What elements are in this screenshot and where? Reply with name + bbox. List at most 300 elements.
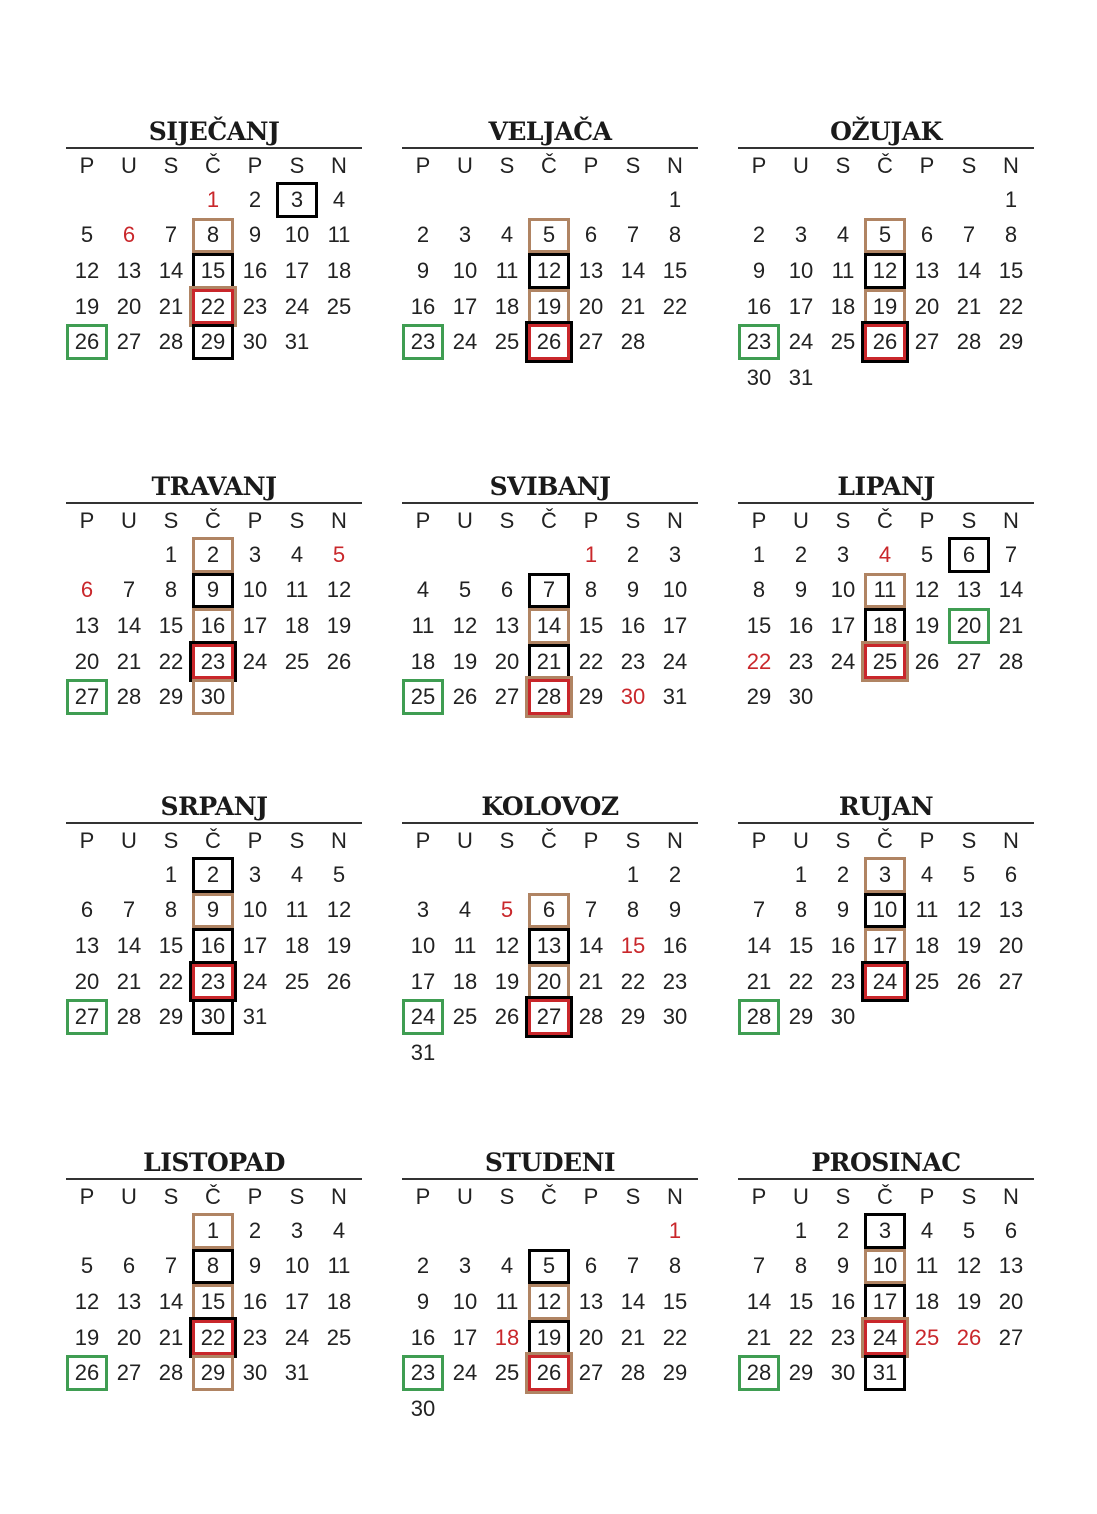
day-cell[interactable]: 4 <box>878 541 892 567</box>
day-cell[interactable]: 25 <box>494 329 520 355</box>
day-cell[interactable]: 3 <box>864 1213 906 1249</box>
day-cell[interactable]: 20 <box>528 964 570 1000</box>
day-cell[interactable]: 2 <box>668 861 682 887</box>
day-cell[interactable]: 30 <box>192 999 234 1035</box>
day-cell[interactable]: 10 <box>242 577 268 603</box>
day-cell[interactable]: 27 <box>528 999 570 1035</box>
day-cell[interactable]: 3 <box>276 182 318 218</box>
day-cell[interactable]: 18 <box>494 293 520 319</box>
day-cell[interactable]: 13 <box>998 897 1024 923</box>
day-cell[interactable]: 22 <box>158 968 184 994</box>
day-cell[interactable]: 30 <box>830 1360 856 1386</box>
day-cell[interactable]: 6 <box>122 1253 136 1279</box>
day-cell[interactable]: 25 <box>284 648 310 674</box>
day-cell[interactable]: 21 <box>158 1324 184 1350</box>
day-cell[interactable]: 18 <box>494 1324 520 1350</box>
day-cell[interactable]: 16 <box>410 1324 436 1350</box>
day-cell[interactable]: 9 <box>668 897 682 923</box>
day-cell[interactable]: 6 <box>122 222 136 248</box>
day-cell[interactable]: 12 <box>528 1284 570 1320</box>
day-cell[interactable]: 2 <box>836 1217 850 1243</box>
day-cell[interactable]: 1 <box>192 1213 234 1249</box>
day-cell[interactable]: 20 <box>74 648 100 674</box>
day-cell[interactable]: 8 <box>794 1253 808 1279</box>
day-cell[interactable]: 5 <box>962 1217 976 1243</box>
day-cell[interactable]: 14 <box>746 1288 772 1314</box>
day-cell[interactable]: 22 <box>192 289 234 325</box>
day-cell[interactable]: 12 <box>914 577 940 603</box>
day-cell[interactable]: 9 <box>416 257 430 283</box>
day-cell[interactable]: 16 <box>192 608 234 644</box>
day-cell[interactable]: 28 <box>116 684 142 710</box>
day-cell[interactable]: 28 <box>528 679 570 715</box>
day-cell[interactable]: 7 <box>122 577 136 603</box>
day-cell[interactable]: 4 <box>920 861 934 887</box>
day-cell[interactable]: 4 <box>332 186 346 212</box>
day-cell[interactable]: 13 <box>494 612 520 638</box>
day-cell[interactable]: 26 <box>494 1004 520 1030</box>
day-cell[interactable]: 15 <box>998 257 1024 283</box>
day-cell[interactable]: 3 <box>290 1217 304 1243</box>
day-cell[interactable]: 24 <box>864 1320 906 1356</box>
day-cell[interactable]: 27 <box>956 648 982 674</box>
day-cell[interactable]: 27 <box>998 1324 1024 1350</box>
day-cell[interactable]: 9 <box>836 1253 850 1279</box>
day-cell[interactable]: 2 <box>248 186 262 212</box>
day-cell[interactable]: 4 <box>500 222 514 248</box>
day-cell[interactable]: 20 <box>74 968 100 994</box>
day-cell[interactable]: 6 <box>80 897 94 923</box>
day-cell[interactable]: 7 <box>752 1253 766 1279</box>
day-cell[interactable]: 24 <box>662 648 688 674</box>
day-cell[interactable]: 5 <box>332 541 346 567</box>
day-cell[interactable]: 3 <box>458 222 472 248</box>
day-cell[interactable]: 6 <box>1004 861 1018 887</box>
day-cell[interactable]: 6 <box>80 577 94 603</box>
day-cell[interactable]: 15 <box>158 932 184 958</box>
day-cell[interactable]: 24 <box>242 648 268 674</box>
day-cell[interactable]: 10 <box>864 893 906 929</box>
day-cell[interactable]: 13 <box>74 932 100 958</box>
day-cell[interactable]: 9 <box>416 1288 430 1314</box>
day-cell[interactable]: 2 <box>836 861 850 887</box>
day-cell[interactable]: 21 <box>158 293 184 319</box>
day-cell[interactable]: 8 <box>584 577 598 603</box>
day-cell[interactable]: 10 <box>788 257 814 283</box>
day-cell[interactable]: 1 <box>206 186 220 212</box>
day-cell[interactable]: 18 <box>830 293 856 319</box>
day-cell[interactable]: 19 <box>956 932 982 958</box>
day-cell[interactable]: 27 <box>116 329 142 355</box>
day-cell[interactable]: 3 <box>458 1253 472 1279</box>
day-cell[interactable]: 28 <box>158 329 184 355</box>
day-cell[interactable]: 7 <box>962 222 976 248</box>
day-cell[interactable]: 1 <box>164 541 178 567</box>
day-cell[interactable]: 5 <box>500 897 514 923</box>
day-cell[interactable]: 30 <box>242 329 268 355</box>
day-cell[interactable]: 12 <box>74 1288 100 1314</box>
day-cell[interactable]: 16 <box>192 928 234 964</box>
day-cell[interactable]: 14 <box>116 612 142 638</box>
day-cell[interactable]: 20 <box>578 293 604 319</box>
day-cell[interactable]: 19 <box>74 293 100 319</box>
day-cell[interactable]: 19 <box>74 1324 100 1350</box>
day-cell[interactable]: 29 <box>662 1360 688 1386</box>
day-cell[interactable]: 30 <box>410 1395 436 1421</box>
day-cell[interactable]: 29 <box>158 684 184 710</box>
day-cell[interactable]: 26 <box>528 324 570 360</box>
day-cell[interactable]: 26 <box>66 1355 108 1391</box>
day-cell[interactable]: 22 <box>158 648 184 674</box>
day-cell[interactable]: 7 <box>1004 541 1018 567</box>
day-cell[interactable]: 26 <box>956 968 982 994</box>
day-cell[interactable]: 17 <box>864 1284 906 1320</box>
day-cell[interactable]: 19 <box>494 968 520 994</box>
day-cell[interactable]: 18 <box>914 1288 940 1314</box>
day-cell[interactable]: 4 <box>290 541 304 567</box>
day-cell[interactable]: 3 <box>668 541 682 567</box>
day-cell[interactable]: 7 <box>584 897 598 923</box>
day-cell[interactable]: 26 <box>452 684 478 710</box>
day-cell[interactable]: 26 <box>326 648 352 674</box>
day-cell[interactable]: 8 <box>192 1249 234 1285</box>
day-cell[interactable]: 8 <box>626 897 640 923</box>
day-cell[interactable]: 11 <box>915 897 939 923</box>
day-cell[interactable]: 27 <box>578 329 604 355</box>
day-cell[interactable]: 2 <box>752 222 766 248</box>
day-cell[interactable]: 10 <box>662 577 688 603</box>
day-cell[interactable]: 25 <box>402 679 444 715</box>
day-cell[interactable]: 30 <box>242 1360 268 1386</box>
day-cell[interactable]: 29 <box>192 1355 234 1391</box>
day-cell[interactable]: 19 <box>326 612 352 638</box>
day-cell[interactable]: 16 <box>662 932 688 958</box>
day-cell[interactable]: 20 <box>578 1324 604 1350</box>
day-cell[interactable]: 24 <box>284 293 310 319</box>
day-cell[interactable]: 21 <box>116 968 142 994</box>
day-cell[interactable]: 17 <box>788 293 814 319</box>
day-cell[interactable]: 20 <box>998 932 1024 958</box>
day-cell[interactable]: 17 <box>452 1324 478 1350</box>
day-cell[interactable]: 18 <box>326 1288 352 1314</box>
day-cell[interactable]: 22 <box>578 648 604 674</box>
day-cell[interactable]: 19 <box>528 289 570 325</box>
day-cell[interactable]: 31 <box>284 1360 310 1386</box>
day-cell[interactable]: 28 <box>998 648 1024 674</box>
day-cell[interactable]: 20 <box>998 1288 1024 1314</box>
day-cell[interactable]: 12 <box>326 577 352 603</box>
day-cell[interactable]: 3 <box>864 857 906 893</box>
day-cell[interactable]: 25 <box>326 1324 352 1350</box>
day-cell[interactable]: 26 <box>66 324 108 360</box>
day-cell[interactable]: 5 <box>332 861 346 887</box>
day-cell[interactable]: 26 <box>528 1355 570 1391</box>
day-cell[interactable]: 21 <box>620 293 646 319</box>
day-cell[interactable]: 21 <box>116 648 142 674</box>
day-cell[interactable]: 16 <box>242 257 268 283</box>
day-cell[interactable]: 11 <box>831 257 855 283</box>
day-cell[interactable]: 17 <box>864 928 906 964</box>
day-cell[interactable]: 5 <box>528 1249 570 1285</box>
day-cell[interactable]: 11 <box>285 897 309 923</box>
day-cell[interactable]: 25 <box>830 329 856 355</box>
day-cell[interactable]: 10 <box>410 932 436 958</box>
day-cell[interactable]: 27 <box>66 679 108 715</box>
day-cell[interactable]: 21 <box>746 1324 772 1350</box>
day-cell[interactable]: 29 <box>620 1004 646 1030</box>
day-cell[interactable]: 23 <box>192 644 234 680</box>
day-cell[interactable]: 23 <box>402 1355 444 1391</box>
day-cell[interactable]: 1 <box>1004 186 1018 212</box>
day-cell[interactable]: 10 <box>830 577 856 603</box>
day-cell[interactable]: 22 <box>662 293 688 319</box>
day-cell[interactable]: 19 <box>914 612 940 638</box>
day-cell[interactable]: 26 <box>956 1324 982 1350</box>
day-cell[interactable]: 15 <box>662 1288 688 1314</box>
day-cell[interactable]: 29 <box>746 684 772 710</box>
day-cell[interactable]: 1 <box>164 861 178 887</box>
day-cell[interactable]: 19 <box>956 1288 982 1314</box>
day-cell[interactable]: 15 <box>788 932 814 958</box>
day-cell[interactable]: 8 <box>164 577 178 603</box>
day-cell[interactable]: 1 <box>752 541 766 567</box>
day-cell[interactable]: 1 <box>668 1217 682 1243</box>
day-cell[interactable]: 24 <box>284 1324 310 1350</box>
day-cell[interactable]: 2 <box>416 1253 430 1279</box>
day-cell[interactable]: 8 <box>192 218 234 254</box>
day-cell[interactable]: 25 <box>494 1360 520 1386</box>
day-cell[interactable]: 5 <box>458 577 472 603</box>
day-cell[interactable]: 16 <box>410 293 436 319</box>
day-cell[interactable]: 7 <box>122 897 136 923</box>
day-cell[interactable]: 8 <box>752 577 766 603</box>
day-cell[interactable]: 28 <box>116 1004 142 1030</box>
day-cell[interactable]: 6 <box>528 893 570 929</box>
day-cell[interactable]: 11 <box>495 1288 519 1314</box>
day-cell[interactable]: 21 <box>956 293 982 319</box>
day-cell[interactable]: 6 <box>584 1253 598 1279</box>
day-cell[interactable]: 13 <box>528 928 570 964</box>
day-cell[interactable]: 13 <box>998 1253 1024 1279</box>
day-cell[interactable]: 2 <box>248 1217 262 1243</box>
day-cell[interactable]: 17 <box>242 612 268 638</box>
day-cell[interactable]: 14 <box>116 932 142 958</box>
day-cell[interactable]: 23 <box>830 1324 856 1350</box>
day-cell[interactable]: 16 <box>242 1288 268 1314</box>
day-cell[interactable]: 24 <box>830 648 856 674</box>
day-cell[interactable]: 6 <box>584 222 598 248</box>
day-cell[interactable]: 4 <box>836 222 850 248</box>
day-cell[interactable]: 10 <box>242 897 268 923</box>
day-cell[interactable]: 29 <box>578 684 604 710</box>
day-cell[interactable]: 21 <box>998 612 1024 638</box>
day-cell[interactable]: 15 <box>192 1284 234 1320</box>
day-cell[interactable]: 3 <box>794 222 808 248</box>
day-cell[interactable]: 19 <box>864 289 906 325</box>
day-cell[interactable]: 2 <box>416 222 430 248</box>
day-cell[interactable]: 30 <box>192 679 234 715</box>
day-cell[interactable]: 19 <box>452 648 478 674</box>
day-cell[interactable]: 15 <box>746 612 772 638</box>
day-cell[interactable]: 14 <box>620 257 646 283</box>
day-cell[interactable]: 20 <box>948 608 990 644</box>
day-cell[interactable]: 16 <box>746 293 772 319</box>
day-cell[interactable]: 31 <box>788 364 814 390</box>
day-cell[interactable]: 15 <box>620 932 646 958</box>
day-cell[interactable]: 11 <box>495 257 519 283</box>
day-cell[interactable]: 31 <box>410 1039 436 1065</box>
day-cell[interactable]: 27 <box>998 968 1024 994</box>
day-cell[interactable]: 5 <box>962 861 976 887</box>
day-cell[interactable]: 9 <box>248 222 262 248</box>
day-cell[interactable]: 3 <box>416 897 430 923</box>
day-cell[interactable]: 31 <box>242 1004 268 1030</box>
day-cell[interactable]: 25 <box>326 293 352 319</box>
day-cell[interactable]: 21 <box>528 644 570 680</box>
day-cell[interactable]: 5 <box>80 1253 94 1279</box>
day-cell[interactable]: 24 <box>402 999 444 1035</box>
day-cell[interactable]: 5 <box>864 218 906 254</box>
day-cell[interactable]: 17 <box>452 293 478 319</box>
day-cell[interactable]: 16 <box>830 932 856 958</box>
day-cell[interactable]: 23 <box>788 648 814 674</box>
day-cell[interactable]: 5 <box>920 541 934 567</box>
day-cell[interactable]: 11 <box>864 573 906 609</box>
day-cell[interactable]: 25 <box>452 1004 478 1030</box>
day-cell[interactable]: 24 <box>864 964 906 1000</box>
day-cell[interactable]: 20 <box>494 648 520 674</box>
day-cell[interactable]: 24 <box>452 329 478 355</box>
day-cell[interactable]: 21 <box>746 968 772 994</box>
day-cell[interactable]: 28 <box>620 1360 646 1386</box>
day-cell[interactable]: 27 <box>66 999 108 1035</box>
day-cell[interactable]: 23 <box>192 964 234 1000</box>
day-cell[interactable]: 8 <box>668 1253 682 1279</box>
day-cell[interactable]: 1 <box>794 861 808 887</box>
day-cell[interactable]: 28 <box>738 999 780 1035</box>
day-cell[interactable]: 31 <box>284 329 310 355</box>
day-cell[interactable]: 13 <box>74 612 100 638</box>
day-cell[interactable]: 17 <box>830 612 856 638</box>
day-cell[interactable]: 8 <box>668 222 682 248</box>
day-cell[interactable]: 12 <box>326 897 352 923</box>
day-cell[interactable]: 14 <box>620 1288 646 1314</box>
day-cell[interactable]: 23 <box>662 968 688 994</box>
day-cell[interactable]: 9 <box>794 577 808 603</box>
day-cell[interactable]: 24 <box>788 329 814 355</box>
day-cell[interactable]: 28 <box>738 1355 780 1391</box>
day-cell[interactable]: 29 <box>788 1360 814 1386</box>
day-cell[interactable]: 1 <box>794 1217 808 1243</box>
day-cell[interactable]: 1 <box>668 186 682 212</box>
day-cell[interactable]: 9 <box>836 897 850 923</box>
day-cell[interactable]: 7 <box>528 573 570 609</box>
day-cell[interactable]: 17 <box>242 932 268 958</box>
day-cell[interactable]: 22 <box>192 1320 234 1356</box>
day-cell[interactable]: 27 <box>494 684 520 710</box>
day-cell[interactable]: 2 <box>794 541 808 567</box>
day-cell[interactable]: 24 <box>452 1360 478 1386</box>
day-cell[interactable]: 8 <box>1004 222 1018 248</box>
day-cell[interactable]: 18 <box>914 932 940 958</box>
day-cell[interactable]: 31 <box>864 1355 906 1391</box>
day-cell[interactable]: 12 <box>74 257 100 283</box>
day-cell[interactable]: 16 <box>830 1288 856 1314</box>
day-cell[interactable]: 3 <box>836 541 850 567</box>
day-cell[interactable]: 12 <box>864 253 906 289</box>
day-cell[interactable]: 8 <box>164 897 178 923</box>
day-cell[interactable]: 1 <box>584 541 598 567</box>
day-cell[interactable]: 13 <box>578 257 604 283</box>
day-cell[interactable]: 22 <box>788 968 814 994</box>
day-cell[interactable]: 24 <box>242 968 268 994</box>
day-cell[interactable]: 16 <box>788 612 814 638</box>
day-cell[interactable]: 10 <box>452 257 478 283</box>
day-cell[interactable]: 6 <box>1004 1217 1018 1243</box>
day-cell[interactable]: 30 <box>830 1004 856 1030</box>
day-cell[interactable]: 17 <box>410 968 436 994</box>
day-cell[interactable]: 13 <box>914 257 940 283</box>
day-cell[interactable]: 18 <box>284 932 310 958</box>
day-cell[interactable]: 15 <box>788 1288 814 1314</box>
day-cell[interactable]: 17 <box>284 1288 310 1314</box>
day-cell[interactable]: 12 <box>956 897 982 923</box>
day-cell[interactable]: 21 <box>620 1324 646 1350</box>
day-cell[interactable]: 31 <box>662 684 688 710</box>
day-cell[interactable]: 7 <box>164 222 178 248</box>
day-cell[interactable]: 9 <box>192 573 234 609</box>
day-cell[interactable]: 13 <box>956 577 982 603</box>
day-cell[interactable]: 6 <box>500 577 514 603</box>
day-cell[interactable]: 29 <box>998 329 1024 355</box>
day-cell[interactable]: 15 <box>578 612 604 638</box>
day-cell[interactable]: 25 <box>914 1324 940 1350</box>
day-cell[interactable]: 14 <box>956 257 982 283</box>
day-cell[interactable]: 13 <box>578 1288 604 1314</box>
day-cell[interactable]: 20 <box>914 293 940 319</box>
day-cell[interactable]: 7 <box>164 1253 178 1279</box>
day-cell[interactable]: 4 <box>290 861 304 887</box>
day-cell[interactable]: 2 <box>192 537 234 573</box>
day-cell[interactable]: 17 <box>284 257 310 283</box>
day-cell[interactable]: 11 <box>453 932 477 958</box>
day-cell[interactable]: 27 <box>116 1360 142 1386</box>
day-cell[interactable]: 17 <box>662 612 688 638</box>
day-cell[interactable]: 4 <box>458 897 472 923</box>
day-cell[interactable]: 29 <box>158 1004 184 1030</box>
day-cell[interactable]: 15 <box>192 253 234 289</box>
day-cell[interactable]: 23 <box>242 1324 268 1350</box>
day-cell[interactable]: 23 <box>738 324 780 360</box>
day-cell[interactable]: 5 <box>528 218 570 254</box>
day-cell[interactable]: 14 <box>528 608 570 644</box>
day-cell[interactable]: 7 <box>752 897 766 923</box>
day-cell[interactable]: 9 <box>248 1253 262 1279</box>
day-cell[interactable]: 15 <box>662 257 688 283</box>
day-cell[interactable]: 14 <box>998 577 1024 603</box>
day-cell[interactable]: 13 <box>116 257 142 283</box>
day-cell[interactable]: 11 <box>327 222 351 248</box>
day-cell[interactable]: 5 <box>80 222 94 248</box>
day-cell[interactable]: 2 <box>192 857 234 893</box>
day-cell[interactable]: 26 <box>326 968 352 994</box>
day-cell[interactable]: 26 <box>914 648 940 674</box>
day-cell[interactable]: 30 <box>746 364 772 390</box>
day-cell[interactable]: 18 <box>284 612 310 638</box>
day-cell[interactable]: 28 <box>956 329 982 355</box>
day-cell[interactable]: 21 <box>578 968 604 994</box>
day-cell[interactable]: 28 <box>158 1360 184 1386</box>
